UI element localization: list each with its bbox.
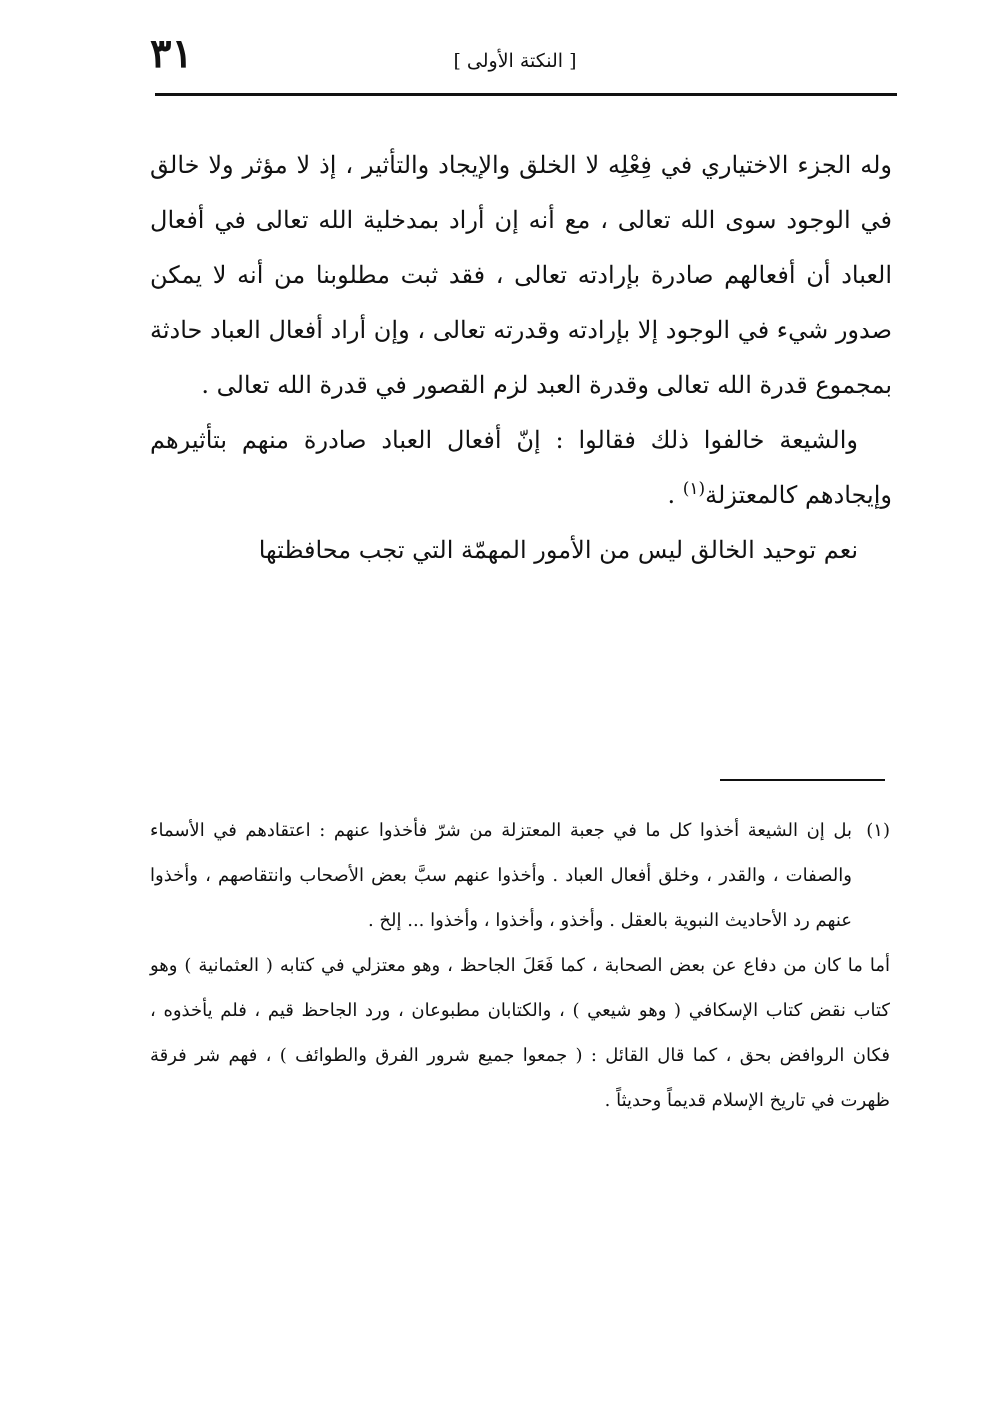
footnote-text: بل إن الشيعة أخذوا كل ما في جعبة المعتزلة من شرّ فأخذوا عنهم : اعتقادهم في الأسماء والصفات ، والقدر ، وخلق أفعال العباد . وأخذوا عنهم سبَّ بعض الأصحاب وانتقاصهم ، وأخذوا عنهم رد الأحاديث النبوية بالعقل . وأخذو ، وأخذوا ، وأخذوا ... إلخ . xyxy=(150,820,852,931)
footnote-1 xyxy=(150,808,890,943)
paragraph-2-end: . xyxy=(667,481,683,509)
running-header: [ النكتة الأولى ] xyxy=(453,50,577,72)
page-number: ٣١ xyxy=(150,30,193,77)
paragraph-3: نعم توحيد الخالق ليس من الأمور المهمّة التي تجب محافظتها xyxy=(258,536,858,564)
footnote-separator xyxy=(720,779,885,781)
paragraph-2-text: والشيعة خالفوا ذلك فقالوا : إنّ أفعال العباد صادرة منهم بتأثيرهم وإيجادهم كالمعتزلة xyxy=(150,426,892,509)
paragraph-1: وله الجزء الاختياري في فِعْلِه لا الخلق والإيجاد والتأثير ، إذ لا مؤثر ولا خالق في الوجود سوى الله تعالى ، مع أنه إن أراد بمدخلية الله تعالى في أفعال العباد أن أفعالهم صادرة بإرادته تعالى ، فقد ثبت مطلوبنا من أنه لا يمكن صدور شيء في الوجود إلا بإرادته وقدرته تعالى ، وإن أراد أفعال العباد حادثة بمجموع قدرة الله تعالى وقدرة العبد لزم القصور في قدرة الله تعالى . xyxy=(150,151,893,399)
footnote-reference: (١) xyxy=(682,479,706,499)
footnotes xyxy=(150,808,890,1123)
footnote-continuation: أما ما كان من دفاع عن بعض الصحابة ، كما فَعَلَ الجاحظ ، وهو معتزلي في كتابه ( العثمانية ) وهو كتاب نقض كتاب الإسكافي ( وهو شيعي ) ، والكتابان مطبوعان ، ورد الجاحظ قيم ، فلم يأخذوه ، فكان الروافض بحق ، كما قال القائل : ( جمعوا جميع شرور الفرق والطوائف ) ، فهم شر فرقة ظهرت في تاريخ الإسلام قديماً وحديثاً . xyxy=(150,955,890,1111)
paragraph-2 xyxy=(150,413,892,523)
footnote-number: (١) xyxy=(866,820,890,841)
main-text xyxy=(150,138,892,578)
header-rule xyxy=(155,93,897,96)
